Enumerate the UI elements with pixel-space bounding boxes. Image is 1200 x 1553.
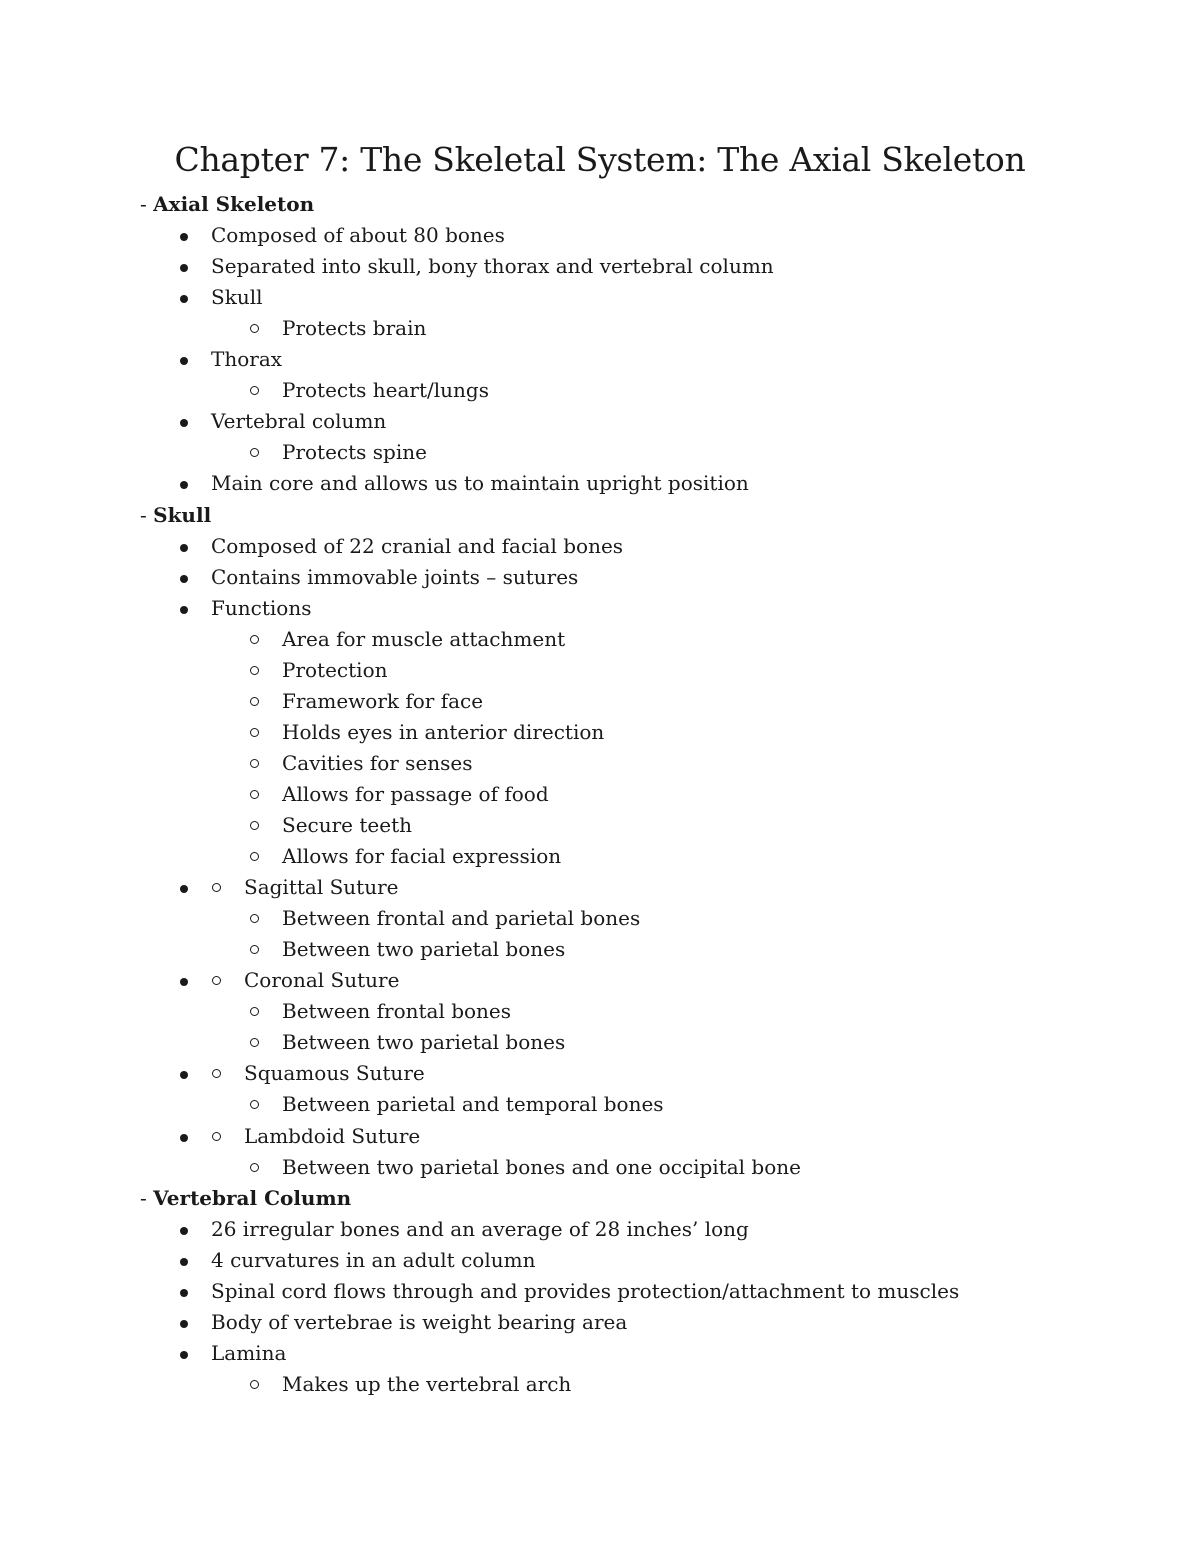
bullet-circle-icon — [250, 852, 259, 861]
sub-list-item-text: Between two parietal bones — [282, 1030, 566, 1055]
bullet-circle-icon — [250, 666, 259, 675]
list-item-text: Lamina — [211, 1340, 287, 1365]
sub-list-item-text: Holds eyes in anterior direction — [282, 719, 605, 744]
list-item-text: Coronal Suture — [244, 968, 400, 993]
bullet-circle-icon — [212, 1132, 221, 1141]
sub-list-item — [0, 689, 1200, 715]
sub-list-item — [0, 1372, 1200, 1398]
bullet-disc-icon — [180, 1071, 188, 1079]
section-heading — [140, 503, 211, 527]
heading-dash: - — [140, 502, 154, 527]
sub-list-item — [0, 751, 1200, 777]
heading-dash: - — [140, 1185, 154, 1210]
bullet-disc-icon — [180, 357, 188, 365]
sub-list-item — [0, 1030, 1200, 1056]
bullet-disc-icon — [180, 264, 188, 272]
sub-list-item — [0, 720, 1200, 746]
section-heading-text: Axial Skeleton — [153, 192, 315, 216]
list-item-text: Composed of 22 cranial and facial bones — [211, 533, 624, 558]
list-item-text: Squamous Suture — [244, 1061, 425, 1086]
bullet-circle-icon — [250, 945, 259, 954]
sub-list-item-text: Protects heart/lungs — [282, 378, 489, 403]
list-item-text: Separated into skull, bony thorax and vertebral column — [211, 254, 774, 279]
bullet-circle-icon — [250, 790, 259, 799]
list-item — [0, 534, 1200, 560]
sub-list-item-text: Area for muscle attachment — [282, 626, 566, 651]
sub-list-item — [0, 999, 1200, 1025]
bullet-circle-icon — [250, 821, 259, 830]
sub-list-item-text: Allows for passage of food — [282, 781, 549, 806]
sub-list-item-text: Protects brain — [282, 316, 427, 341]
bullet-circle-icon — [250, 386, 259, 395]
sub-list-item-text: Protects spine — [282, 440, 427, 465]
bullet-circle-icon — [250, 1007, 259, 1016]
list-item — [0, 1248, 1200, 1274]
bullet-circle-icon — [250, 697, 259, 706]
bullet-circle-icon — [250, 1163, 259, 1172]
bullet-circle-icon — [250, 635, 259, 644]
sub-list-item-text: Between parietal and temporal bones — [282, 1092, 664, 1117]
list-item-text: Thorax — [211, 347, 283, 372]
sub-list-item-text: Framework for face — [282, 688, 484, 713]
bullet-disc-icon — [180, 978, 188, 986]
sub-list-item-text: Cavities for senses — [282, 750, 473, 775]
sub-list-item — [0, 1155, 1200, 1181]
list-item-text: Contains immovable joints – sutures — [211, 564, 579, 589]
list-item — [0, 223, 1200, 249]
bullet-circle-icon — [250, 759, 259, 768]
sub-list-item — [0, 627, 1200, 653]
list-item-text: Functions — [211, 595, 312, 620]
sub-list-item — [0, 316, 1200, 342]
bullet-circle-icon — [250, 914, 259, 923]
list-item-text: Sagittal Suture — [244, 875, 399, 900]
list-item-text: Lambdoid Suture — [244, 1123, 421, 1148]
bullet-disc-icon — [180, 295, 188, 303]
document-title: Chapter 7: The Skeletal System: The Axial Skeleton — [174, 140, 1026, 179]
list-item — [0, 565, 1200, 591]
sub-list-item — [0, 844, 1200, 870]
bullet-circle-icon — [250, 728, 259, 737]
bullet-disc-icon — [180, 885, 188, 893]
bullet-disc-icon — [180, 1351, 188, 1359]
list-item-text: Composed of about 80 bones — [211, 223, 505, 248]
list-item — [0, 409, 1200, 435]
sub-list-item-text: Protection — [282, 657, 388, 682]
sub-list-item-text: Between two parietal bones and one occipital bone — [282, 1154, 801, 1179]
bullet-circle-icon — [250, 1038, 259, 1047]
bullet-disc-icon — [180, 233, 188, 241]
bullet-disc-icon — [180, 606, 188, 614]
section-heading — [140, 192, 314, 216]
bullet-circle-icon — [212, 883, 221, 892]
section-heading — [140, 1186, 351, 1210]
list-item-text: 4 curvatures in an adult column — [211, 1247, 536, 1272]
sub-list-item — [0, 813, 1200, 839]
bullet-disc-icon — [180, 575, 188, 583]
sub-list-item-text: Makes up the vertebral arch — [282, 1371, 572, 1396]
sub-list-item — [0, 378, 1200, 404]
list-item — [0, 1124, 1200, 1150]
sub-list-item-text: Allows for facial expression — [282, 844, 562, 869]
sub-list-item-text: Secure teeth — [282, 813, 412, 837]
heading-dash: - — [140, 192, 154, 216]
list-item — [0, 1217, 1200, 1243]
sub-list-item — [0, 658, 1200, 684]
sub-list-item-text: Between frontal and parietal bones — [282, 906, 641, 931]
bullet-circle-icon — [250, 324, 259, 333]
list-item — [0, 471, 1200, 497]
list-item — [0, 1061, 1200, 1087]
section-heading-text: Vertebral Column — [153, 1185, 352, 1210]
list-item — [0, 1279, 1200, 1305]
bullet-disc-icon — [180, 1320, 188, 1328]
bullet-disc-icon — [180, 1258, 188, 1266]
sub-list-item — [0, 1092, 1200, 1118]
bullet-disc-icon — [180, 481, 188, 489]
bullet-disc-icon — [180, 544, 188, 552]
list-item — [0, 968, 1200, 994]
list-item — [0, 285, 1200, 311]
sub-list-item-text: Between frontal bones — [282, 999, 512, 1024]
list-item — [0, 596, 1200, 622]
list-item — [0, 875, 1200, 901]
bullet-circle-icon — [250, 1380, 259, 1389]
bullet-circle-icon — [212, 976, 221, 985]
list-item — [0, 1310, 1200, 1336]
bullet-disc-icon — [180, 1134, 188, 1142]
bullet-circle-icon — [250, 448, 259, 457]
bullet-disc-icon — [180, 1289, 188, 1297]
sub-list-item — [0, 937, 1200, 963]
list-item-text: Vertebral column — [211, 409, 387, 434]
bullet-disc-icon — [180, 1227, 188, 1235]
list-item-text: Skull — [211, 285, 263, 310]
section-heading-text: Skull — [153, 502, 212, 527]
sub-list-item — [0, 440, 1200, 466]
bullet-circle-icon — [250, 1100, 259, 1109]
list-item — [0, 1341, 1200, 1367]
list-item-text: Main core and allows us to maintain upright position — [211, 471, 749, 496]
bullet-disc-icon — [180, 419, 188, 427]
sub-list-item-text: Between two parietal bones — [282, 937, 566, 962]
bullet-circle-icon — [212, 1069, 221, 1078]
list-item — [0, 347, 1200, 373]
list-item-text: Body of vertebrae is weight bearing area — [211, 1309, 628, 1334]
sub-list-item — [0, 906, 1200, 932]
sub-list-item — [0, 782, 1200, 808]
list-item — [0, 254, 1200, 280]
list-item-text: Spinal cord flows through and provides protection/attachment to muscles — [211, 1278, 960, 1303]
list-item-text: 26 irregular bones and an average of 28 inches’ long — [211, 1216, 749, 1241]
